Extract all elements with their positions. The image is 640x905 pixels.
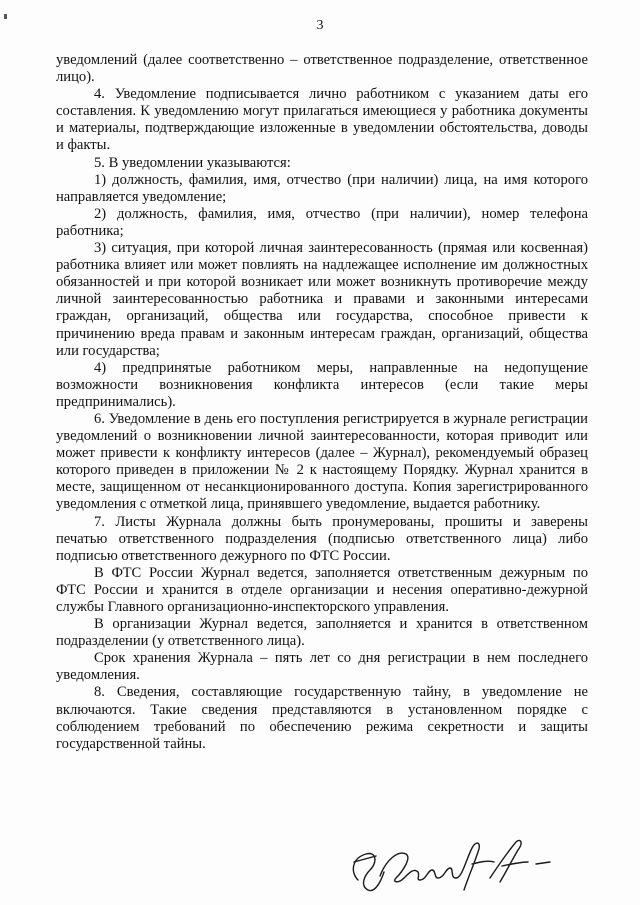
paragraph: 6. Уведомление в день его поступления регистрируется в журнале регистрации уведомлений о возникновении личной заинтересованности, которая приводит или может привести к конфликту интересов (далее – Журнал), рекомендуемый образец которого приведен в приложении № 2 к настоящему Порядку. Журнал хранится в месте, защищенном от несанкционированного доступа. Копия зарегистрированного уведомления с отметкой лица, принявшего уведомление, выдается работнику. [56,410,588,513]
document-body [56,52,588,753]
paragraph: В ФТС России Журнал ведется, заполняется ответственным дежурным по ФТС России и хранится в отделе организации и несения оперативно-дежурной службы Главного организационно-инспекторского управления. [56,564,588,615]
paragraph: 5. В уведомлении указываются: [94,154,291,171]
paragraph: 2) должность, фамилия, имя, отчество (при наличии), номер телефона работника; [56,205,588,239]
paragraph: 4. Уведомление подписывается лично работником с указанием даты его составления. К уведомлению могут прилагаться имеющиеся у работника документы и материалы, подтверждающие изложенные в уведомлении обстоятельства, доводы и факты. [56,86,588,154]
paragraph: 1) должность, фамилия, имя, отчество (при наличии) лица, на имя которого направляется уведомление; [56,171,588,205]
page-number: 3 [316,18,324,33]
handwritten-signature [340,820,560,900]
paragraph: Срок хранения Журнала – пять лет со дня регистрации в нем последнего уведомления. [56,650,588,684]
paragraph: 4) предпринятые работником меры, направленные на недопущение возможности возникновения конфликта интересов (если такие меры предпринимались). [56,359,588,410]
paragraph: 8. Сведения, составляющие государственную тайну, в уведомление не включаются. Такие сведения представляются в установленном порядке с соблюдением требований по обеспечению режима секретности и защиты государственной тайны. [56,684,588,752]
paragraph: уведомлений (далее соответственно – ответственное подразделение, ответственное лицо). [56,52,588,86]
paragraph: В организации Журнал ведется, заполняется и хранится в ответственном подразделении (у ответственного лица). [56,616,588,650]
paragraph: 3) ситуация, при которой личная заинтересованность (прямая или косвенная) работника влияет или может повлиять на надлежащее исполнение им должностных обязанностей и при которой возникает или может возникнуть противоречие между личной заинтересованностью работника и правами и законными интересами граждан, организаций, общества или государства, способное привести к причинению вреда правам и законным интересам граждан, организаций, общества или государства; [56,240,588,359]
paragraph: 7. Листы Журнала должны быть пронумерованы, прошиты и заверены печатью ответственного подразделения (подписью ответственного лица) либо подписью ответственного дежурного по ФТС России. [56,513,588,564]
